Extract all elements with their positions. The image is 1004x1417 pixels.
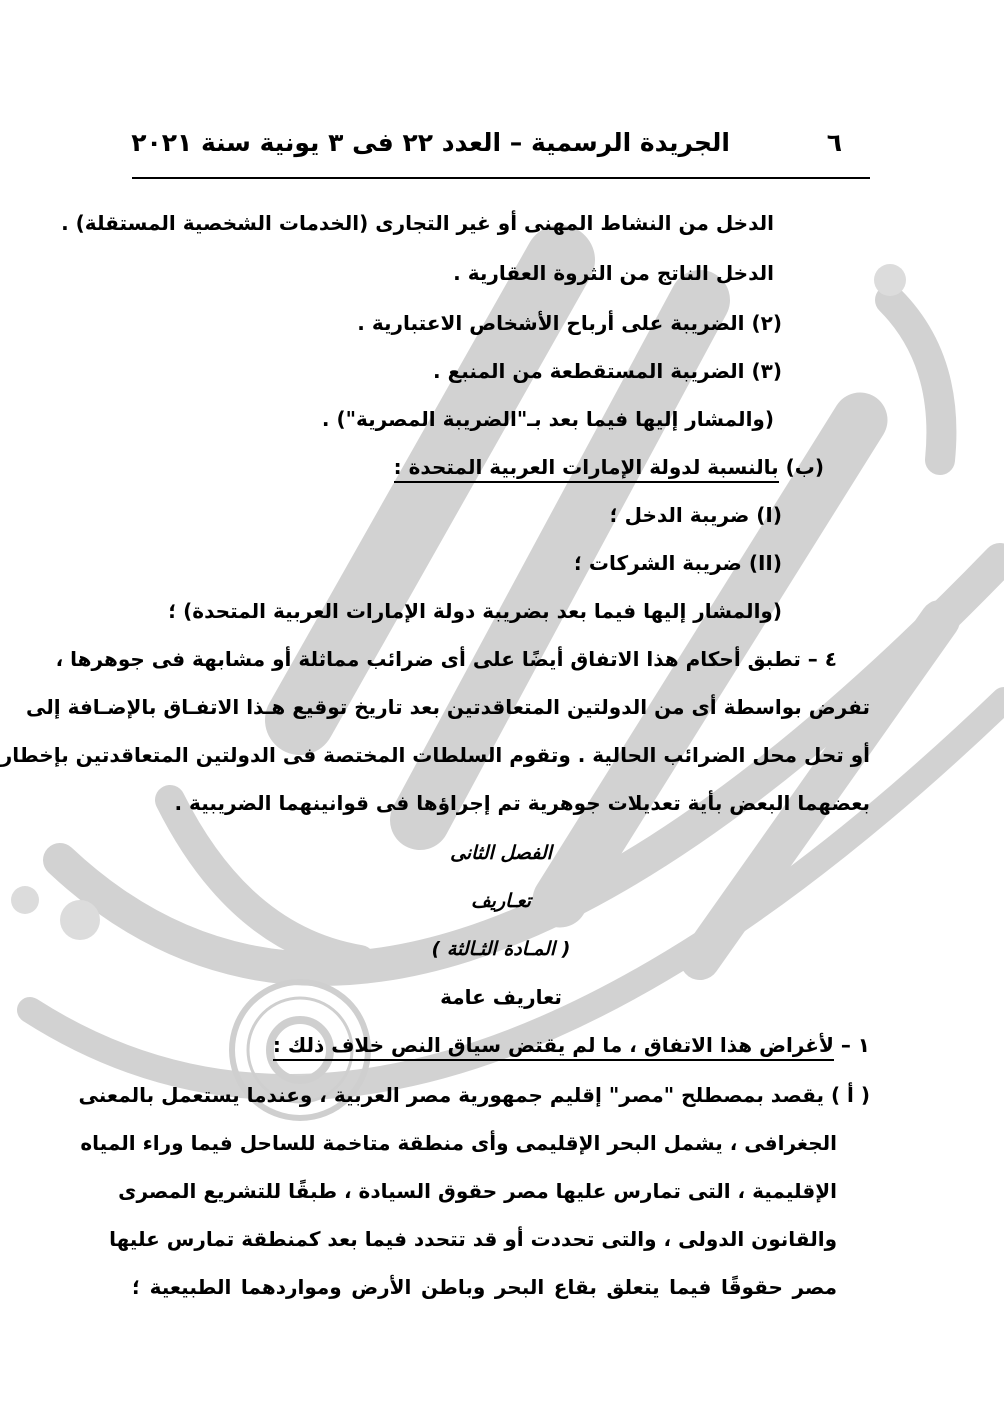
item-marker: ١ – <box>840 1033 870 1057</box>
underlined-phrase: بالنسبة لدولة الإمارات العربية المتحدة : <box>394 455 779 483</box>
text-line: ( أ ) يقصد بمصطلح "مصر" إقليم جمهورية مصر العربية ، وعندما يستعمل بالمعنى <box>78 1083 870 1107</box>
article-title: تعاريف عامة <box>440 985 562 1009</box>
text-line <box>273 1030 870 1060</box>
text-line: أو تحل محل الضرائب الحالية . وتقوم السلطات المختصة فى الدولتين المتعاقدتين بإخطار <box>0 743 870 767</box>
text-line: تفرض بواسطة أى من الدولتين المتعاقدتين بعد تاريخ توقيع هـذا الاتفـاق بالإضـافة إلى <box>26 695 870 719</box>
text-line: (II) ضريبة الشركات ؛ <box>573 551 782 575</box>
text-line: الإقليمية ، التى تمارس عليها مصر حقوق السيادة ، طبقًا للتشريع المصرى <box>118 1179 837 1203</box>
underlined-phrase: لأغراض هذا الاتفاق ، ما لم يقتض سياق النص خلاف ذلك : <box>273 1033 834 1061</box>
chapter-title: تعـاريف <box>471 890 531 912</box>
page-number: ٦ <box>826 128 842 157</box>
text-line: (٢) الضريبة على أرباح الأشخاص الاعتبارية . <box>357 311 782 335</box>
chapter-heading: الفصل الثانى <box>450 842 552 864</box>
text-line: (والمشار إليها فيما بعد بضريبة دولة الإمارات العربية المتحدة) ؛ <box>168 599 782 623</box>
text-line: (٣) الضريبة المستقطعة من المنبع . <box>433 359 782 383</box>
text-line: الدخل الناتج من الثروة العقارية . <box>453 261 774 285</box>
text-line: والقانون الدولى ، والتى تحددت أو قد تتحدد فيما بعد كمنطقة تمارس عليها <box>109 1227 837 1251</box>
item-marker: (ب) <box>785 455 824 479</box>
text-line: مصر حقوقًا فيما يتعلق بقاع البحر وباطن الأرض ومواردهما الطبيعية ؛ <box>132 1275 837 1299</box>
text-line: الدخل من النشاط المهنى أو غير التجارى (الخدمات الشخصية المستقلة) . <box>61 211 774 235</box>
text-line: (والمشار إليها فيما بعد بـ"الضريبة المصرية") . <box>321 407 774 431</box>
text-line: الجغرافى ، يشمل البحر الإقليمى وأى منطقة متاخمة للساحل فيما وراء المياه <box>80 1131 837 1155</box>
text-line: (I) ضريبة الدخل ؛ <box>609 503 782 527</box>
text-line <box>394 452 824 482</box>
page-header <box>130 128 870 168</box>
header-rule <box>132 177 870 179</box>
article-heading: ( المـادة الثـالثة ) <box>431 938 571 960</box>
gazette-title: الجريدة الرسمية – العدد ٢٢ فى ٣ يونية سنة ٢٠٢١ <box>131 128 730 157</box>
text-line: ٤ – تطبق أحكام هذا الاتفاق أيضًا على أى ضرائب مماثلة أو مشابهة فى جوهرها ، <box>55 647 837 671</box>
text-line: بعضهما البعض بأية تعديلات جوهرية تم إجراؤها فى قوانينهما الضريبية . <box>174 791 870 815</box>
